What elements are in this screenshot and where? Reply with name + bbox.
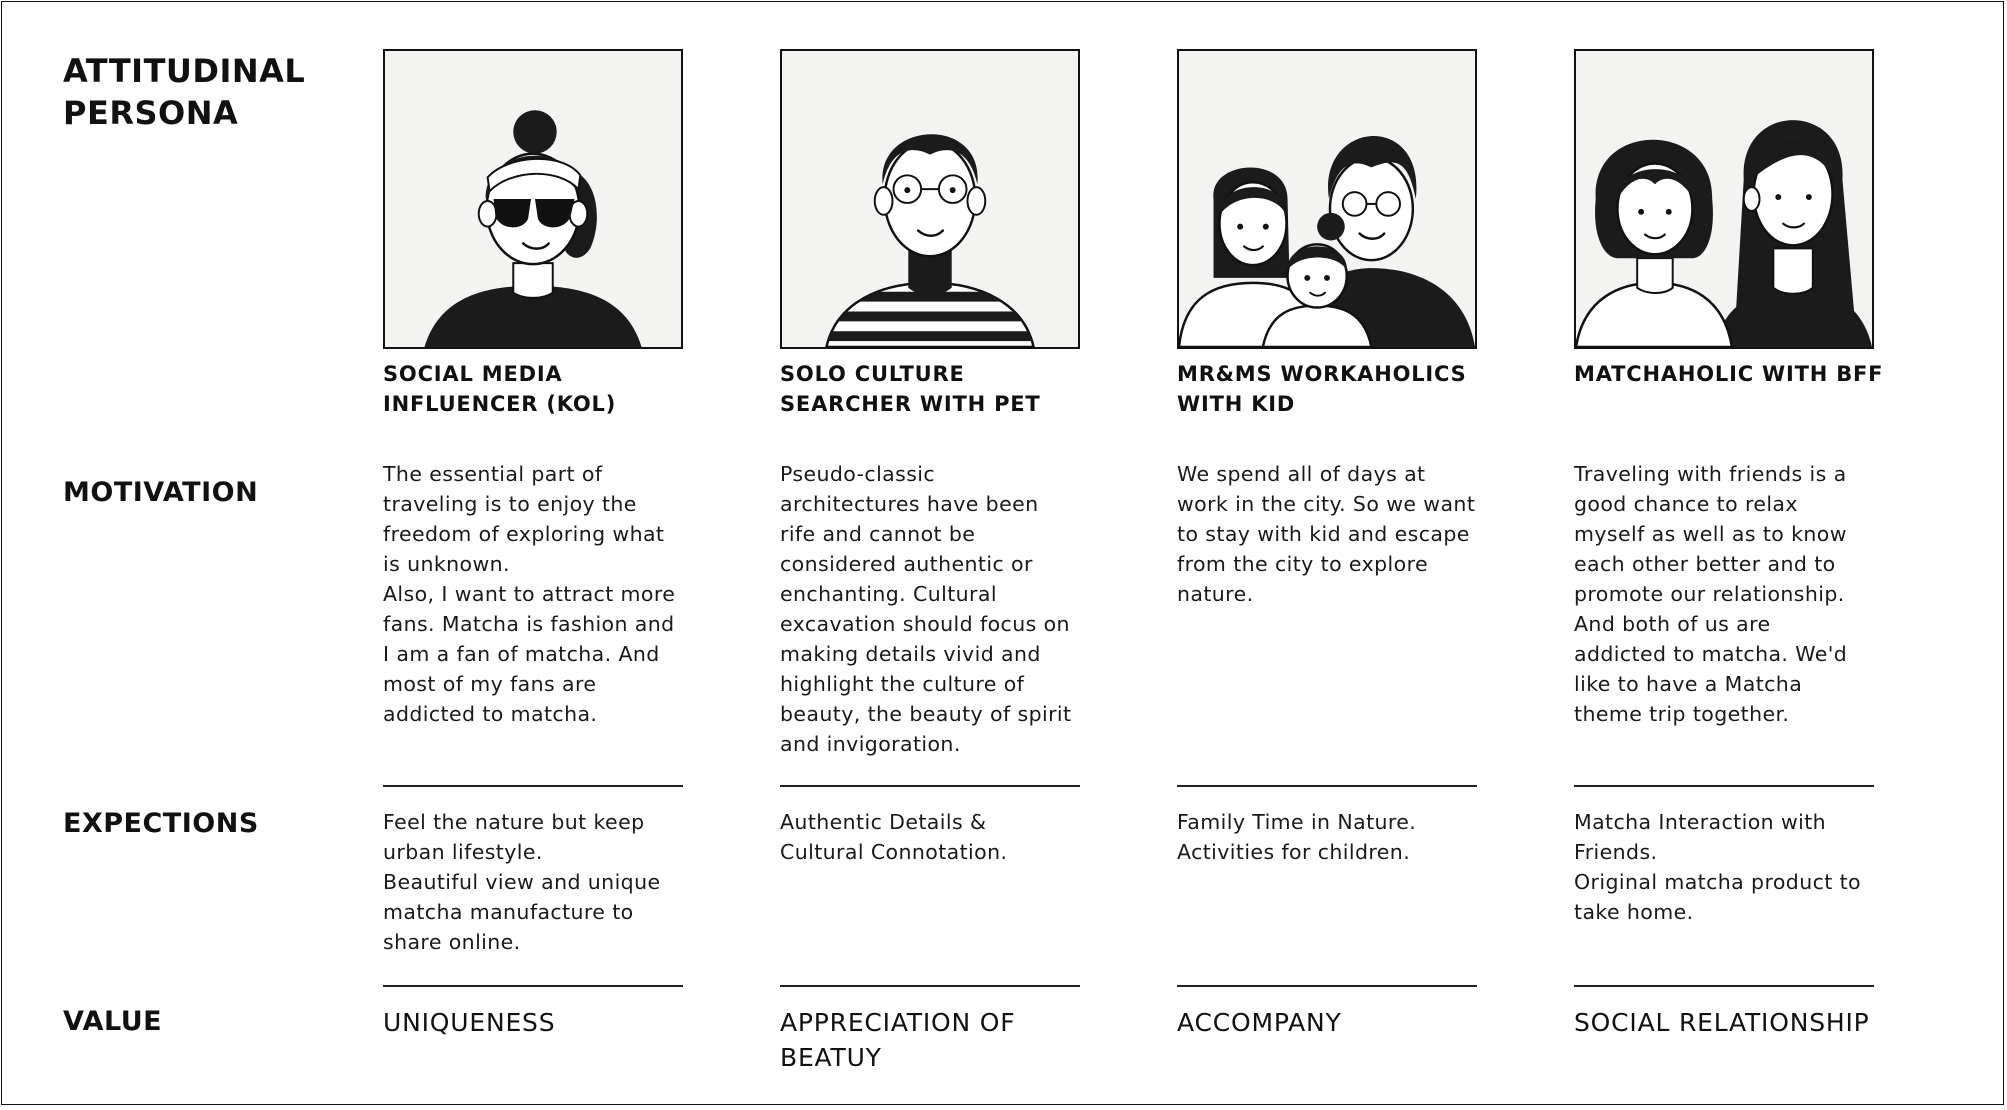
section-divider [383,985,683,987]
text-line: is unknown. [383,552,510,576]
text-line: Authentic Details & [780,810,987,834]
text-line: Family Time in Nature. [1177,810,1417,834]
persona-name-line: MR&MS WORKAHOLICS [1177,362,1467,386]
persona-name-line: SEARCHER WITH PET [780,392,1041,416]
text-line: Matcha Interaction with [1574,810,1827,834]
persona-name-line: INFLUENCER (KOL) [383,392,617,416]
text-line: nature. [1177,582,1254,606]
text-line: work in the city. So we want [1177,492,1476,516]
text-line: share online. [383,930,521,954]
text-line: urban lifestyle. [383,840,543,864]
woman-sunglasses-headband-icon [383,49,683,349]
text-line: We spend all of days at [1177,462,1426,486]
text-line: Traveling with friends is a [1574,462,1847,486]
man-glasses-striped-shirt-icon [780,49,1080,349]
motivation-text [780,459,1095,759]
section-divider [1177,985,1477,987]
text-line: enchanting. Cultural [780,582,997,606]
text-line: beauty, the beauty of spirit [780,702,1072,726]
persona-name-line: WITH KID [1177,392,1296,416]
text-line: addicted to matcha. We'd [1574,642,1848,666]
text-line: The essential part of [383,462,603,486]
persona-name-line: SOLO CULTURE [780,362,965,386]
persona-column-1 [383,2,688,1110]
section-divider [780,785,1080,787]
section-divider [1177,785,1477,787]
value-line: ACCOMPANY [1177,1008,1342,1037]
persona-name [1177,359,1497,419]
text-line: architectures have been [780,492,1039,516]
persona-column-3 [1177,2,1482,1110]
text-line: considered authentic or [780,552,1033,576]
text-line: good chance to relax [1574,492,1798,516]
persona-name-line: MATCHAHOLIC WITH BFF [1574,362,1884,386]
text-line: from the city to explore [1177,552,1428,576]
family-with-kid-icon [1177,49,1477,349]
text-line: like to have a Matcha [1574,672,1803,696]
text-line: And both of us are [1574,612,1771,636]
text-line: Beautiful view and unique [383,870,661,894]
persona-name [1574,359,1894,389]
section-divider [1574,785,1874,787]
text-line: rife and cannot be [780,522,976,546]
title-line: PERSONA [63,94,239,132]
text-line: Cultural Connotation. [780,840,1008,864]
row-label-expectations: EXPECTIONS [63,808,259,839]
text-line: promote our relationship. [1574,582,1845,606]
two-friends-icon [1574,49,1874,349]
text-line: excavation should focus on [780,612,1070,636]
text-line: Also, I want to attract more [383,582,676,606]
expectation-text [1574,807,1889,927]
text-line: addicted to matcha. [383,702,598,726]
text-line: I am a fan of matcha. And [383,642,660,666]
value-line: UNIQUENESS [383,1008,556,1037]
persona-name [383,359,703,419]
text-line: matcha manufacture to [383,900,634,924]
text-line: theme trip together. [1574,702,1790,726]
text-line: to stay with kid and escape [1177,522,1470,546]
text-line: Friends. [1574,840,1658,864]
persona-board [1,1,2004,1105]
text-line: highlight the culture of [780,672,1025,696]
text-line: freedom of exploring what [383,522,665,546]
text-line: and invigoration. [780,732,961,756]
text-line: take home. [1574,900,1694,924]
value-line: SOCIAL RELATIONSHIP [1574,1008,1870,1037]
value-line: APPRECIATION OF [780,1008,1016,1037]
motivation-text [383,459,698,729]
persona-name [780,359,1100,419]
text-line: Pseudo-classic [780,462,936,486]
text-line: myself as well as to know [1574,522,1847,546]
text-line: each other better and to [1574,552,1836,576]
row-label-value: VALUE [63,1006,163,1037]
text-line: most of my fans are [383,672,597,696]
section-divider [383,785,683,787]
section-divider [1574,985,1874,987]
value-text [780,1005,1110,1075]
text-line: Feel the nature but keep [383,810,645,834]
persona-name-line: SOCIAL MEDIA [383,362,563,386]
text-line: fans. Matcha is fashion and [383,612,675,636]
title-line: ATTITUDINAL [63,52,306,90]
value-text [1177,1005,1507,1040]
section-divider [780,985,1080,987]
motivation-text [1574,459,1889,729]
expectation-text [1177,807,1492,867]
text-line: traveling is to enjoy the [383,492,637,516]
text-line: making details vivid and [780,642,1041,666]
value-text [1574,1005,1904,1040]
value-line: BEATUY [780,1043,882,1072]
expectation-text [383,807,698,957]
row-label-motivation: MOTIVATION [63,477,259,508]
persona-column-2 [780,2,1085,1110]
expectation-text [780,807,1095,867]
text-line: Original matcha product to [1574,870,1861,894]
text-line: Activities for children. [1177,840,1411,864]
motivation-text [1177,459,1492,609]
page-title [63,50,323,134]
persona-column-4 [1574,2,1884,1110]
value-text [383,1005,713,1040]
